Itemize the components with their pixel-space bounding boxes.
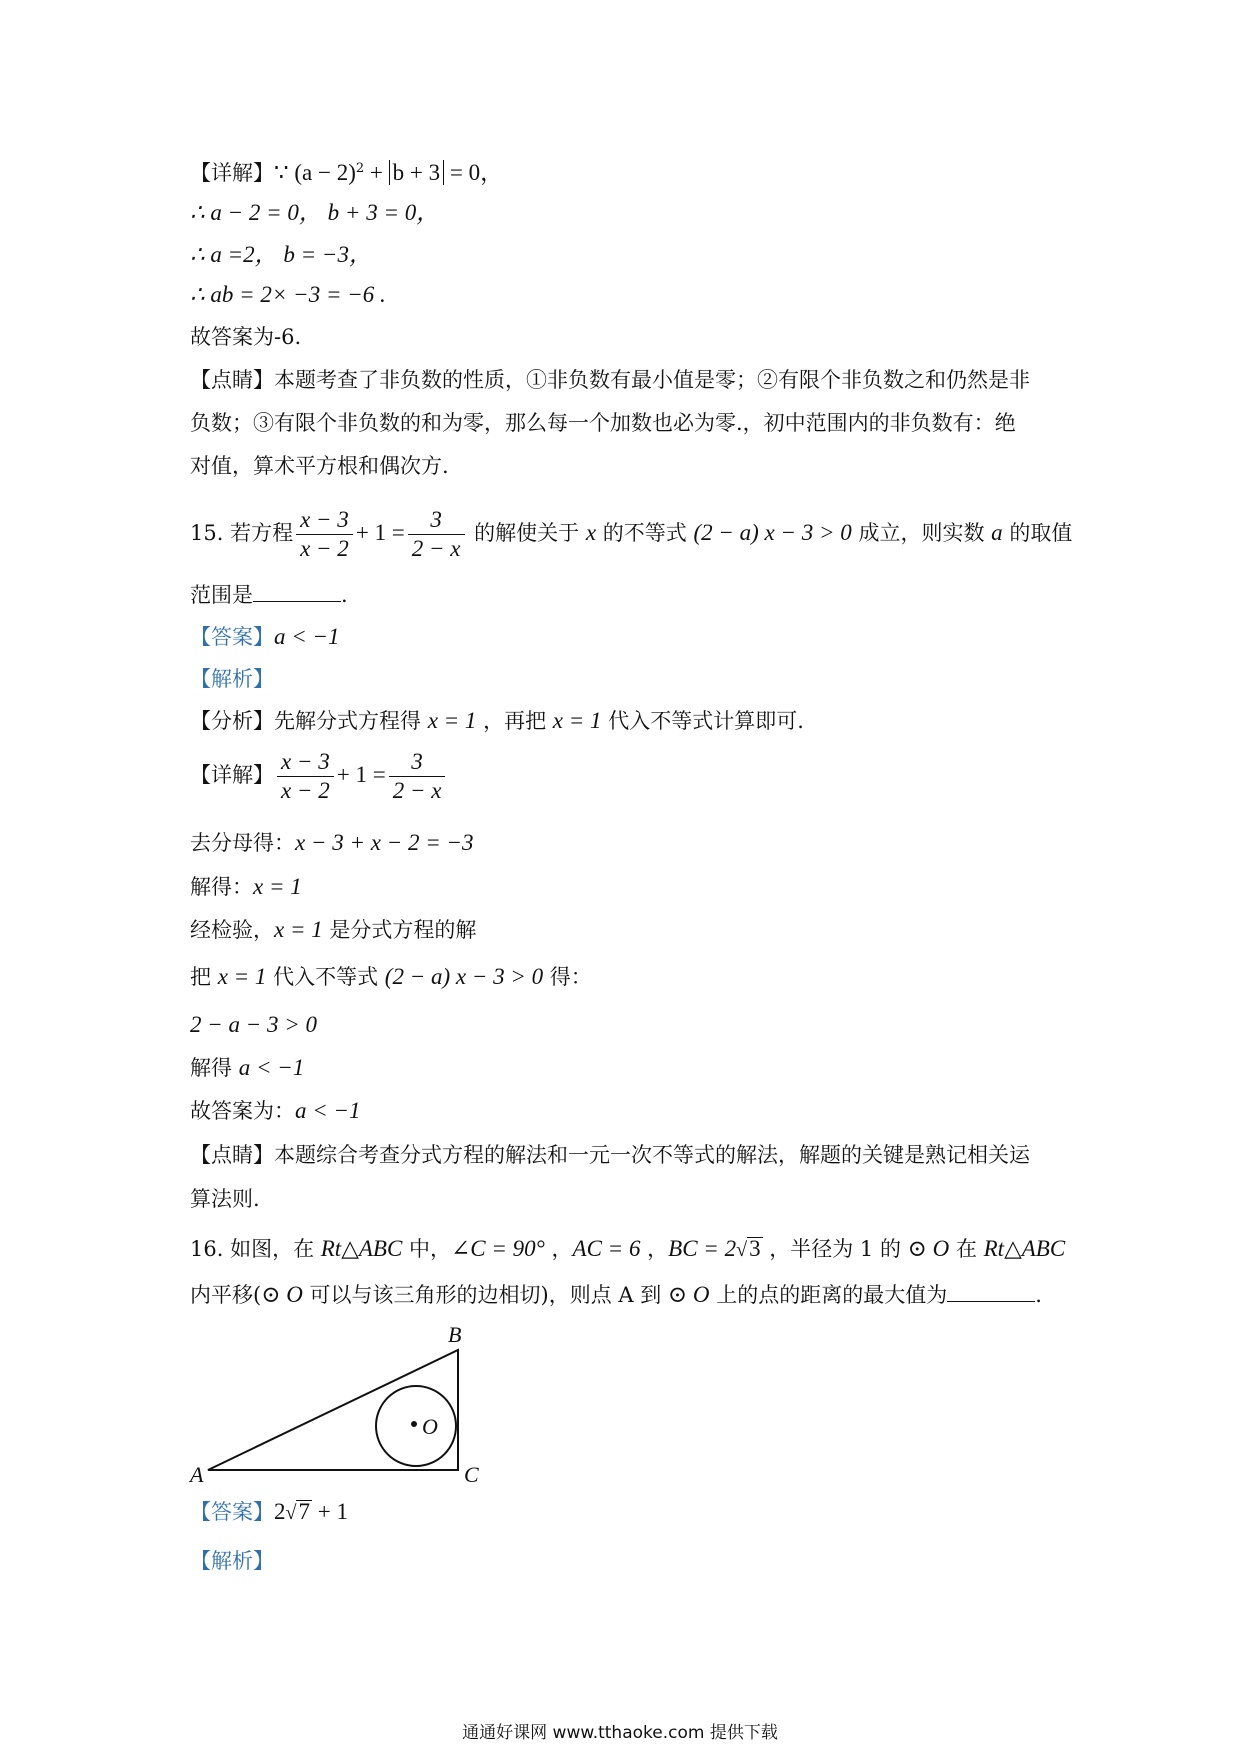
q15-analysis-label: 【解析】 (190, 667, 274, 691)
q15-text: 的取值 (1002, 521, 1073, 545)
q15-answer (190, 622, 340, 652)
frac-num: x − 3 (277, 748, 334, 777)
detail-line-2: ∴ a − 2 = 0， b + 3 = 0， (190, 200, 440, 225)
q15-step4 (190, 962, 592, 992)
fenxi-text: ，再把 (476, 709, 553, 733)
q16-line2-end: . (1035, 1283, 1042, 1307)
step-eq: a < −1 (238, 1055, 305, 1080)
q15-stem (190, 503, 1072, 563)
q15-step2 (190, 872, 302, 902)
q16-text: 上的点的距离的最大值为 (709, 1283, 948, 1307)
answer-value: a < −1 (274, 624, 340, 649)
q16-text: 内平移( (190, 1283, 262, 1307)
math-end: = 0， (444, 160, 504, 185)
center-point (411, 1421, 417, 1427)
frac-den: 2 − x (411, 536, 461, 561)
q16-text: ，半径为 1 的 (762, 1237, 908, 1261)
q16-ac: AC = 6 (572, 1236, 641, 1261)
q15-step1 (190, 828, 474, 858)
q16-angle: ∠C = 90° (451, 1236, 545, 1261)
step-inequality: (2 − a) x − 3 > 0 (384, 964, 544, 989)
frac-num: 3 (389, 748, 446, 777)
math-plus: + (364, 160, 389, 185)
note-label: 【点睛】 (190, 1143, 274, 1167)
q15-var-a: a (991, 520, 1003, 545)
label-a: A (190, 1462, 204, 1487)
q16-circle: ⊙ O (907, 1236, 950, 1261)
label-c: C (464, 1462, 479, 1487)
q15-stem-line2 (190, 580, 348, 610)
q16-circle: ⊙ O (667, 1282, 710, 1307)
step-text: 把 (190, 965, 218, 989)
label-o: O (422, 1414, 438, 1439)
q15-step7 (190, 1096, 361, 1126)
q15-prefix: 15. 若方程 (190, 521, 294, 545)
step-label: 经检验， (190, 918, 274, 942)
math-sup: 2 (355, 161, 365, 176)
q15-frac2 (408, 506, 465, 563)
answer-line: 故答案为-6. (190, 325, 302, 349)
q16-triangle: Rt△ABC (320, 1236, 403, 1261)
note-text: 本题综合考查分式方程的解法和一元一次不等式的解法，解题的关键是熟记相关运 (274, 1143, 1030, 1167)
fenxi-eq: x = 1 (552, 708, 602, 733)
q15-fenxi (190, 706, 804, 736)
answer-plus: + 1 (311, 1499, 348, 1524)
q15-step5: 2 − a − 3 > 0 (190, 1012, 318, 1037)
frac-den: x − 2 (300, 536, 349, 561)
q15-line2-end: . (341, 583, 348, 607)
q16-circle: ⊙ O (261, 1282, 303, 1307)
fenxi-label: 【分析】 (190, 709, 274, 733)
step-label: 解得： (190, 875, 253, 899)
q15-line2: 范围是 (190, 583, 253, 607)
label-b: B (448, 1322, 462, 1347)
step-label: 故答案为： (190, 1099, 295, 1123)
q15-frac1 (296, 506, 353, 563)
q16-triangle: Rt△ABC (983, 1236, 1066, 1261)
triangle-abc (208, 1350, 458, 1470)
math-abs: b + 3 (389, 160, 444, 185)
q16-text: 可以与该三角形的边相切)，则点 A 到 (302, 1283, 668, 1307)
detail-frac2 (389, 748, 446, 805)
page-footer: 通通好课网 www.tthaoke.com 提供下载 (462, 1723, 778, 1743)
q15-text: 的不等式 (596, 521, 694, 545)
step-eq: a < −1 (295, 1098, 361, 1123)
fenxi-text: 代入不等式计算即可. (601, 709, 804, 733)
q15-step3 (190, 915, 476, 945)
q16-text: 16. 如图，在 (190, 1237, 321, 1261)
q16-bc: BC = 2 (668, 1236, 737, 1261)
q16-text: ， (640, 1237, 669, 1261)
detail-line-4: ∴ ab = 2× −3 = −6 . (190, 282, 386, 307)
frac-num: 3 (408, 506, 465, 535)
step-eq: x = 1 (253, 874, 302, 899)
q16-stem: 16. 如图，在 Rt△ABC 中，∠C = 90° ，AC = 6 ，BC = 2√3 ，半径为 1 的 ⊙ O 在 Rt△ABC (190, 1236, 1066, 1261)
step-label: 去分母得： (190, 831, 295, 855)
q15-detail-eq (190, 745, 448, 805)
q16-text: 中， (402, 1237, 452, 1261)
answer-blank (253, 581, 341, 602)
note-text: 本题考查了非负数的性质，①非负数有最小值是零；②有限个非负数之和仍然是非 (274, 368, 1030, 392)
q15-text: 的解使关于 (467, 521, 586, 545)
q16-answer: 【答案】2√7 + 1 (190, 1499, 348, 1524)
q15-note (190, 1140, 1030, 1170)
frac-den: 2 − x (392, 778, 442, 803)
frac-den: x − 2 (281, 778, 330, 803)
q16-stem-line2 (190, 1280, 1042, 1310)
detail-label: 【详解】 (190, 763, 274, 787)
detail-frac1 (277, 748, 334, 805)
fenxi-eq: x = 1 (427, 708, 477, 733)
step-text: 得： (543, 965, 592, 989)
math-expr: ∵ (a − 2) (274, 160, 356, 185)
answer-label: 【答案】 (190, 625, 274, 649)
step-text: 是分式方程的解 (322, 918, 477, 942)
step-eq: x = 1 (217, 964, 267, 989)
q16-text: ， (544, 1237, 573, 1261)
detail-line-1 (190, 154, 503, 188)
step-eq: x − 3 + x − 2 = −3 (295, 830, 474, 855)
q15-text: 成立，则实数 (851, 521, 992, 545)
frac-num: x − 3 (296, 506, 353, 535)
answer-blank (947, 1281, 1035, 1302)
triangle-figure (180, 1320, 500, 1490)
q16-analysis-label: 【解析】 (190, 1549, 274, 1573)
note-line-3: 对值，算术平方根和偶次方. (190, 454, 449, 478)
q15-note-line2: 算法则. (190, 1187, 260, 1211)
detail-line-3: ∴ a =2， b = −3， (190, 242, 372, 267)
q15-mid: + 1 = (355, 520, 405, 545)
detail-mid: + 1 = (336, 762, 386, 787)
answer-sqrt: 7 (298, 1499, 310, 1524)
note-label: 【点睛】 (190, 368, 274, 392)
step-text: 代入不等式 (266, 965, 385, 989)
detail-label: 【详解】 (190, 161, 274, 185)
note-line-2: 负数；③有限个非负数的和为零，那么每一个加数也必为零.，初中范围内的非负数有：绝 (190, 411, 1016, 435)
fenxi-text: 先解分式方程得 (274, 709, 428, 733)
note-line-1 (190, 365, 1030, 395)
answer-label: 【答案】 (190, 1500, 274, 1524)
q16-bc-sqrt: 3 (749, 1236, 761, 1261)
q16-text: 在 (949, 1237, 984, 1261)
q15-var-x: x (585, 520, 597, 545)
step-eq: x = 1 (274, 917, 323, 942)
q15-step6 (190, 1053, 304, 1083)
q15-inequality: (2 − a) x − 3 > 0 (693, 520, 852, 545)
answer-coef: 2 (274, 1499, 286, 1524)
step-label: 解得 (190, 1056, 239, 1080)
